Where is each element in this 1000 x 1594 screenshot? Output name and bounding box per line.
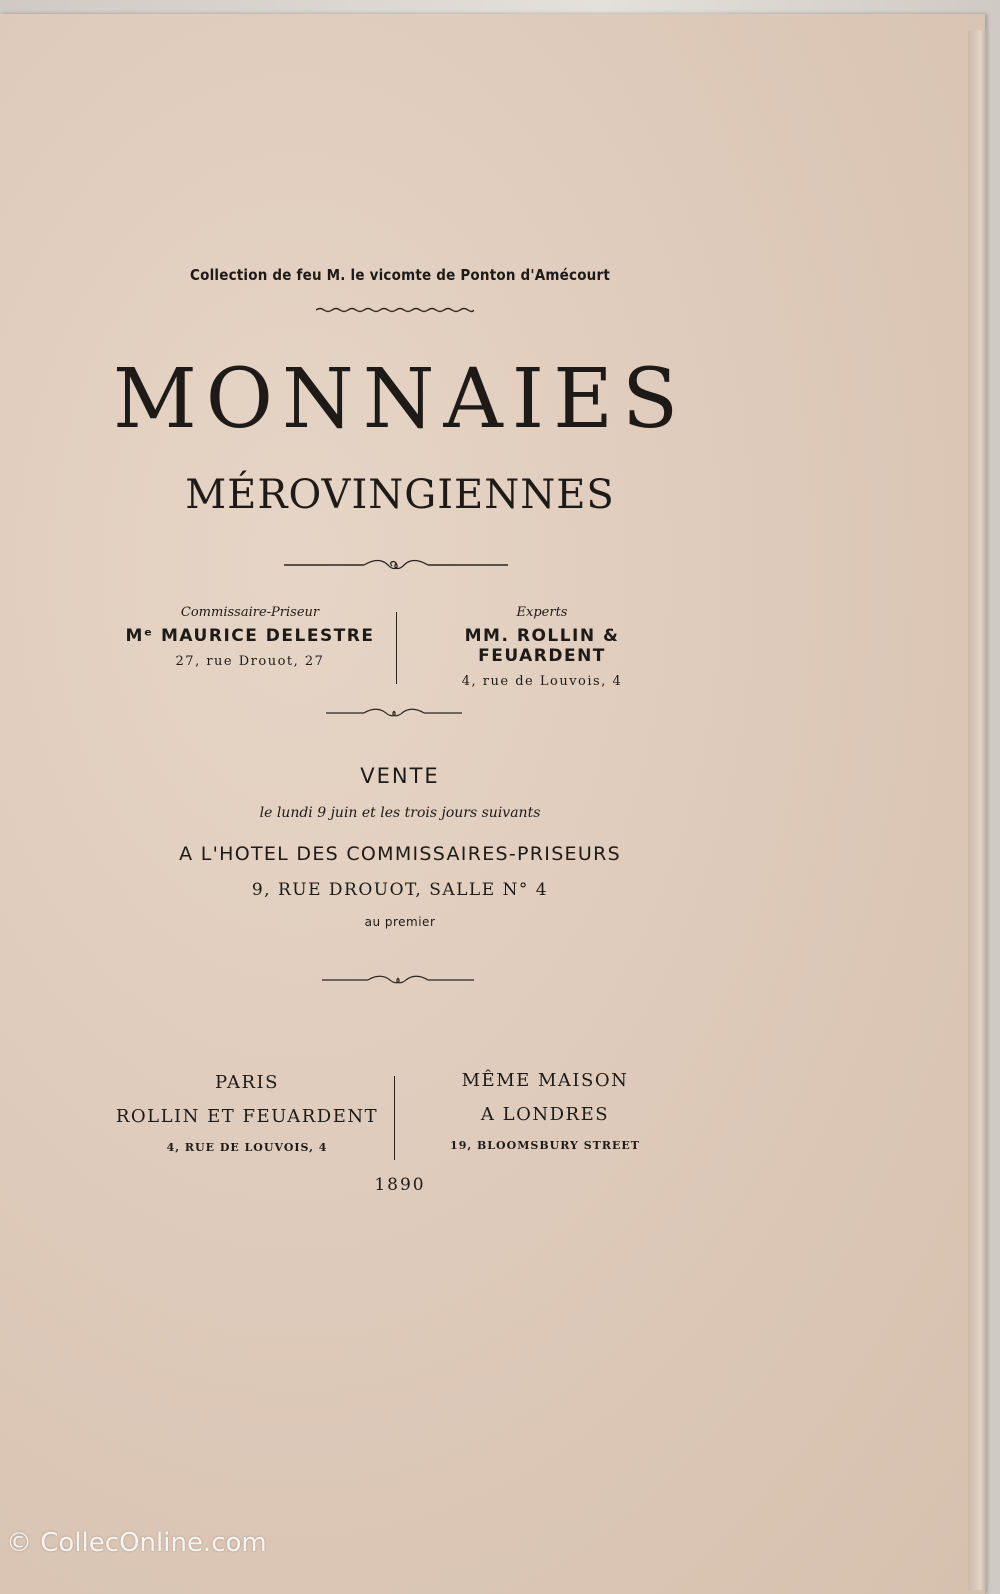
main-title: MONNAIES [112,352,688,447]
sale-date: le lundi 9 juin et les trois jours suivants [259,805,541,821]
auctioneer-name: Mᵉ MAURICE DELESTRE [125,626,375,646]
title-page [0,14,985,1594]
sale-floor: au premier [364,915,436,929]
page-edge [968,30,986,1590]
publication-year: 1890 [374,1175,426,1195]
paris-block [112,1072,382,1154]
paris-firm: ROLLIN ET FEUARDENT [115,1106,379,1127]
london-address: 19, BLOOMSBURY STREET [450,1139,640,1152]
london-block [410,1070,680,1152]
auctioneer-role: Commissaire-Priseur [180,605,320,620]
london-house: MÊME MAISON [461,1070,629,1091]
bottom-scroll-ornament [322,974,474,986]
london-city: A LONDRES [480,1104,610,1125]
subtitle: MÉROVINGIENNES [185,472,615,518]
auctioneer-block [120,605,380,669]
experts-name: MM. ROLLIN & FEUARDENT [464,626,620,666]
column-divider [396,612,397,684]
sale-address: 9, RUE DROUOT, SALLE N° 4 [251,880,549,900]
collection-line: Collection de feu M. le vicomte de Ponton d'Amécourt [190,266,610,284]
experts-address: 4, rue de Louvois, 4 [461,674,623,689]
paris-city: PARIS [215,1072,279,1093]
small-scroll-ornament [326,707,462,719]
experts-block [402,605,682,689]
experts-role: Experts [516,605,568,620]
publisher-divider [394,1076,395,1160]
paris-address: 4, RUE DE LOUVOIS, 4 [166,1141,328,1154]
sale-venue: A L'HOTEL DES COMMISSAIRES-PRISEURS [179,843,621,865]
sale-heading: VENTE [360,764,440,788]
auctioneer-address: 27, rue Drouot, 27 [175,654,325,669]
wavy-rule-ornament [316,306,474,314]
watermark: © ColleсOnline.com [6,1528,267,1558]
scroll-ornament [284,558,508,572]
